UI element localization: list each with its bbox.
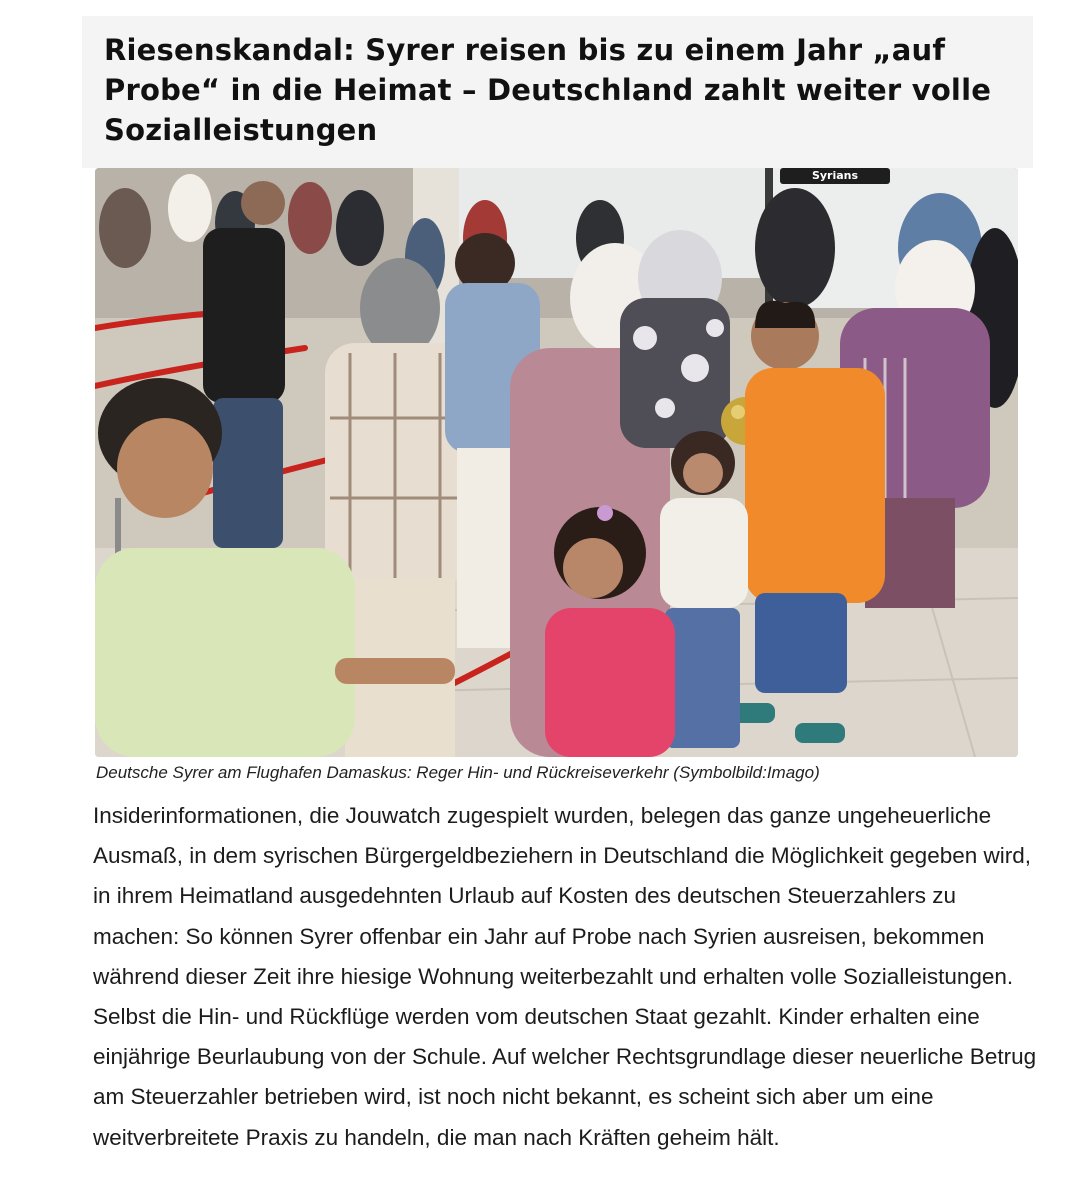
article-body: Insiderinformationen, die Jouwatch zugespielt wurden, belegen das ganze ungeheuerliche Ausmaß, in dem syrischen Bürgergeldbeziehern in Deutschland die Möglichkeit gegeben wird, in ihrem Heimatland ausgedehnten Urlaub auf Kosten des deutschen Steuerzahlers zu machen: So können Syrer offenbar ein Jahr auf Probe nach Syrien ausreisen, bekommen während dieser Zeit ihre hiesige Wohnung weiterbezahlt und erhalten volle Sozialleistungen. Selbst die Hin- und Rückflüge werden vom deutschen Staat gezahlt. Kinder erhalten eine einjährige Beurlaubung von der Schule. Auf welcher Rechtsgrundlage dieser neuerliche Betrug am Steuerzahler betrieben wird, ist noch nicht bekannt, es scheint sich aber um eine weitverbreitete Praxis zu handeln, die man nach Kräften geheim hält. <box>93 803 1037 1150</box>
photo-caption: Deutsche Syrer am Flughafen Damaskus: Reger Hin- und Rückreiseverkehr (Symbolbild:Imago) <box>96 763 820 782</box>
article-photo <box>95 168 1018 757</box>
article-headline: Riesenskandal: Syrer reisen bis zu einem Jahr „auf Probe“ in die Heimat – Deutschland zahlt weiter volle Sozialleistungen <box>104 33 992 147</box>
photo-illustration <box>95 168 1018 757</box>
terminal-sign: Syrians <box>811 169 859 182</box>
headline-container <box>82 16 1033 168</box>
